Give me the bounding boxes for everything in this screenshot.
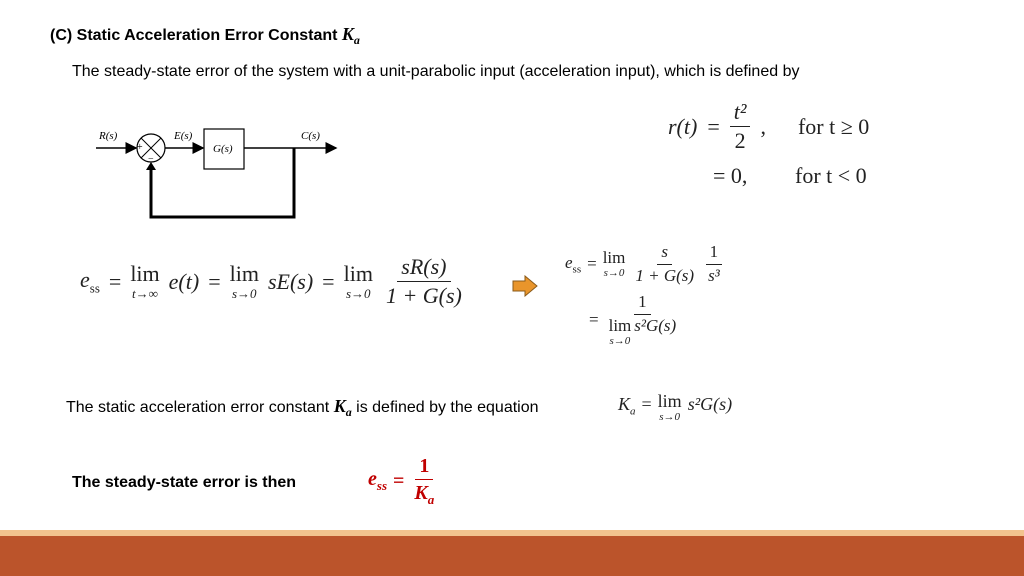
error-label: E(s) xyxy=(174,130,193,142)
ess-derivation: $e_{ss}$ = lim s→0 $\frac{s}{1 + G(s)}$ $\frac{1}{\text{s³}}$ = 1 lim s→0 s²G(s) xyxy=(565,243,724,347)
result-label: The steady-state error is then xyxy=(72,474,297,491)
ess-general-equation: $e_{ss}$ = lim t→∞ e(t) = lim s→0 sE(s) = lim s→0 $\frac{sR(s)}{1 + G(s)}$ xyxy=(80,254,462,309)
intro-text: The steady-state error of the system with a unit-parabolic input (acceleration input), which is defined by xyxy=(72,63,800,80)
right-arrow-icon xyxy=(512,275,538,297)
input-definition: r(t) = $\frac{\text{t²}}{2}$ , for t ≥ 0 = 0, for t < 0 xyxy=(668,99,870,189)
result-equation: $e_{ss}$ = $\frac{1}{K_a}$ xyxy=(368,455,435,507)
input-label: R(s) xyxy=(99,130,118,142)
plant-label: G(s) xyxy=(213,143,233,155)
footer-bar xyxy=(0,536,1024,576)
ka-equation: $K_a$ = lim s→0 s²G(s) xyxy=(618,391,733,423)
plus-sign: + xyxy=(137,142,143,153)
minus-sign: − xyxy=(148,154,154,165)
ka-definition-text: The static acceleration error constant $K_a$ is defined by the equation xyxy=(66,396,539,420)
slide-title: (C) Static Acceleration Error Constant $K_a$ xyxy=(50,24,360,48)
output-label: C(s) xyxy=(301,130,320,142)
block-diagram xyxy=(90,120,350,225)
